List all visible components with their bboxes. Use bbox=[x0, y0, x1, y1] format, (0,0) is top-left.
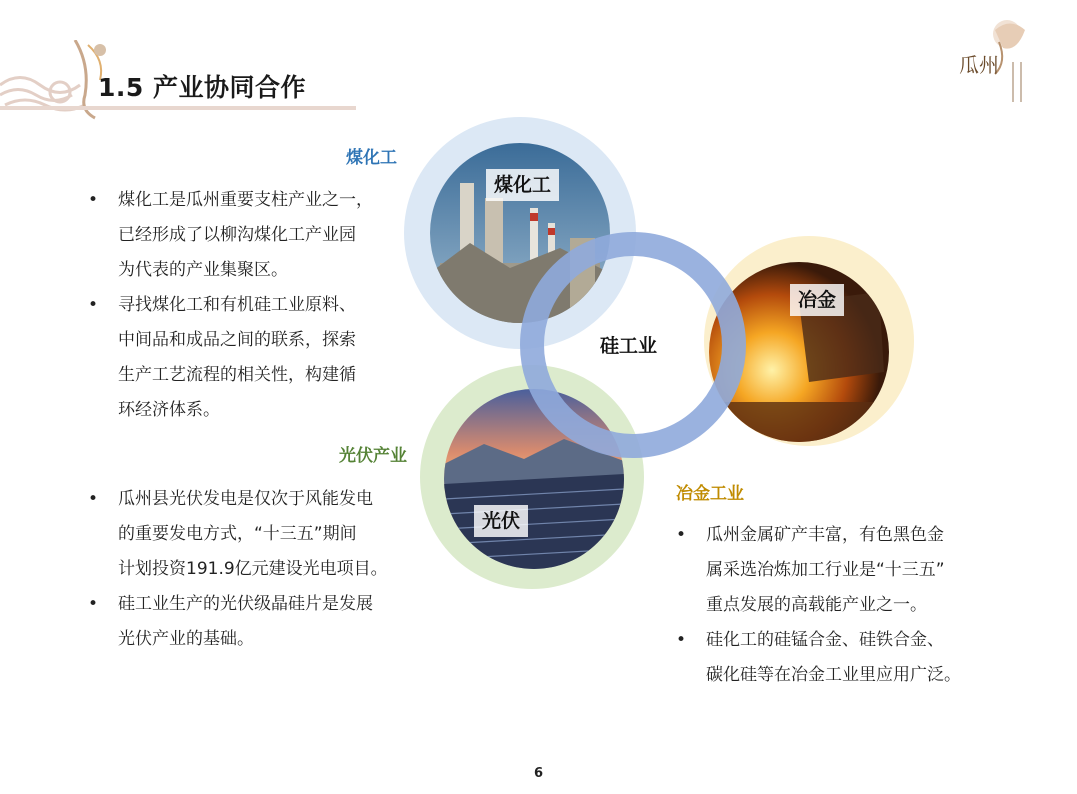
metal-bullets bbox=[676, 518, 1016, 693]
coal-bullet-2: • 寻找煤化工和有机硅工业原料、 中间品和成品之间的联系，探索 生产工艺流程的相关性，构建循 环经济体系。 bbox=[88, 288, 418, 428]
pv-bullet-1: • 瓜州县光伏发电是仅次于风能发电 的重要发电方式，“十三五”期间 计划投资191.9亿元建设光电项目。 bbox=[88, 482, 428, 587]
center-label: 硅工业 bbox=[600, 335, 658, 357]
coal-bullet-1: • 煤化工是瓜州重要支柱产业之一， 已经形成了以柳沟煤化工产业园 为代表的产业集聚区。 bbox=[88, 183, 418, 288]
page-title: 1.5 产业协同合作 bbox=[98, 73, 306, 102]
pv-heading: 光伏产业 bbox=[339, 446, 407, 466]
coal-label: 煤化工 bbox=[486, 169, 559, 201]
pv-bullet-2: • 硅工业生产的光伏级晶硅片是发展 光伏产业的基础。 bbox=[88, 587, 428, 657]
title-underline bbox=[0, 106, 356, 110]
page-number: 6 bbox=[533, 766, 544, 781]
pv-bullets bbox=[88, 482, 428, 657]
logo-text: 瓜州 bbox=[959, 53, 999, 77]
pv-label: 光伏 bbox=[474, 505, 528, 537]
brand-logo bbox=[955, 12, 1033, 108]
metal-bullet-2: • 硅化工的硅锰合金、硅铁合金、 碳化硅等在冶金工业里应用广泛。 bbox=[676, 623, 1016, 693]
metal-label: 冶金 bbox=[790, 284, 844, 316]
coal-bullets bbox=[88, 183, 418, 428]
metal-heading: 冶金工业 bbox=[676, 484, 744, 504]
metal-bullet-1: • 瓜州金属矿产丰富，有色黑色金 属采选冶炼加工行业是“十三五” 重点发展的高载能产业之一。 bbox=[676, 518, 1016, 623]
coal-heading: 煤化工 bbox=[346, 148, 397, 168]
